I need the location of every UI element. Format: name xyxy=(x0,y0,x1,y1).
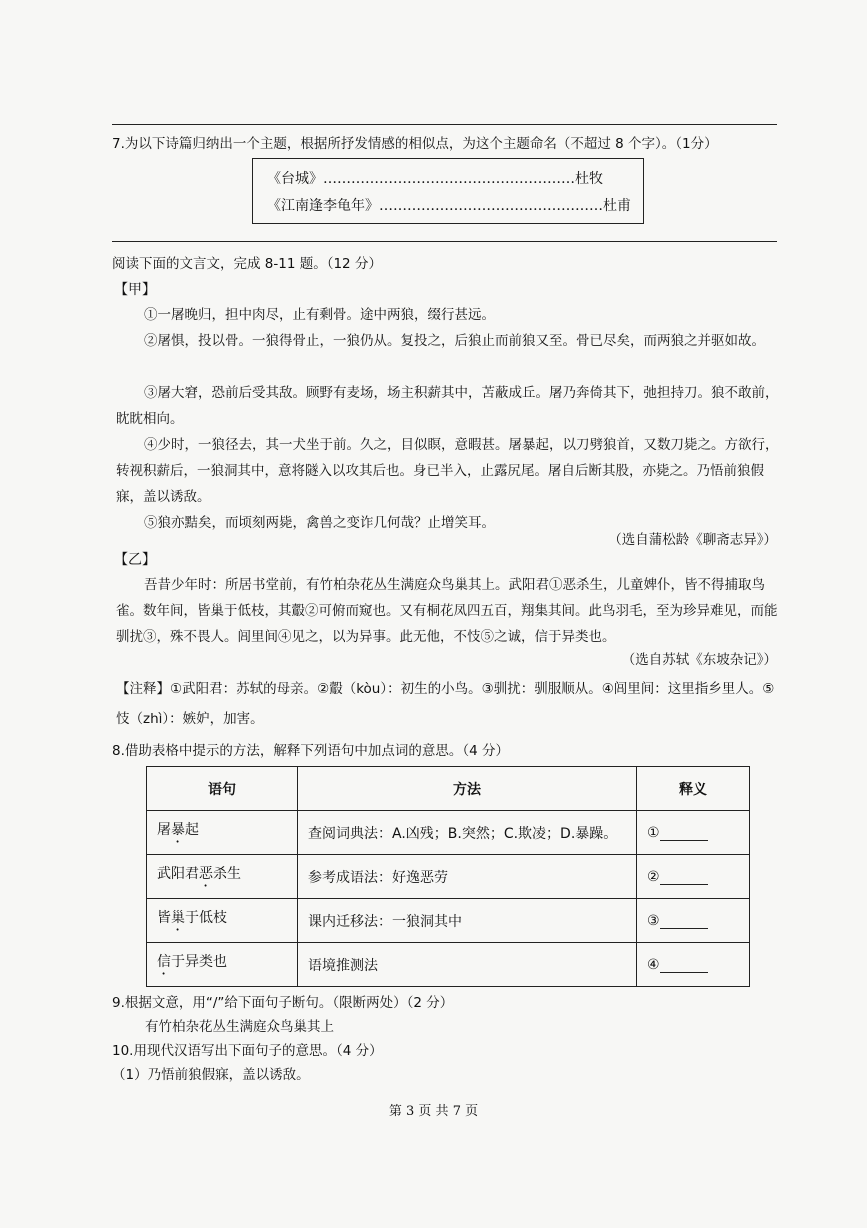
dot-leader: ………………………………………… xyxy=(379,198,603,214)
q9-sentence: 有竹柏杂花丛生满庭众鸟巢其上 xyxy=(145,1019,334,1035)
answer-cell[interactable]: ② xyxy=(637,855,750,899)
jia-label: 【甲】 xyxy=(114,282,156,298)
table-row xyxy=(147,899,750,943)
answer-blank[interactable] xyxy=(660,914,708,929)
question-9: 9.根据文意，用“/”给下面句子断句。（限断两处）（2 分） xyxy=(112,995,454,1011)
header-method: 方法 xyxy=(298,767,637,811)
poem-line-2 xyxy=(267,195,631,215)
poem-title: 《江南逢李龟年》 xyxy=(267,198,379,214)
jia-para-2: ②屠惧，投以骨。一狼得骨止，一狼仍从。复投之，后狼止而前狼又至。骨已尽矣，而两狼之并驱如故。 xyxy=(144,333,765,349)
jia-para-1: ①一屠晚归，担中肉尽，止有剩骨。途中两狼，缀行甚远。 xyxy=(144,307,495,323)
yi-label: 【乙】 xyxy=(114,552,156,568)
answer-blank[interactable] xyxy=(660,870,708,885)
dotted-word: 巢 xyxy=(171,910,185,926)
sentence-cell: 武阳君恶杀生 xyxy=(147,855,298,899)
answer-cell[interactable]: ① xyxy=(637,811,750,855)
table-row xyxy=(147,943,750,987)
page-footer: 第 3 页 共 7 页 xyxy=(388,1104,479,1119)
top-rule xyxy=(112,124,777,125)
answer-cell[interactable]: ④ xyxy=(637,943,750,987)
sentence-cell: 屠暴起 xyxy=(147,811,298,855)
yi-source: （选自苏轼《东坡杂记》） xyxy=(621,652,777,668)
table-header-row xyxy=(147,767,750,811)
method-cell: 查阅词典法：A.凶残；B.突然；C.欺凌；D.暴躁。 xyxy=(298,811,637,855)
method-cell: 参考成语法：好逸恶劳 xyxy=(298,855,637,899)
table-row xyxy=(147,855,750,899)
answer-cell[interactable]: ③ xyxy=(637,899,750,943)
poem-author: 杜甫 xyxy=(603,198,631,214)
answer-blank[interactable] xyxy=(660,958,708,973)
sentence-cell: 信于异类也 xyxy=(147,943,298,987)
jia-para-5: ⑤狼亦黠矣，而顷刻两毙，禽兽之变诈几何哉？止增笑耳。 xyxy=(144,515,495,531)
method-table xyxy=(146,766,750,987)
poem-box xyxy=(252,158,644,224)
poem-title: 《台城》 xyxy=(267,171,323,187)
method-cell: 课内迁移法：一狼洞其中 xyxy=(298,899,637,943)
sentence-cell: 皆巢于低枝 xyxy=(147,899,298,943)
jia-source: （选自蒲松龄《聊斋志异》） xyxy=(608,532,777,548)
header-meaning: 释义 xyxy=(637,767,750,811)
section-rule xyxy=(112,241,777,242)
question-8: 8.借助表格中提示的方法，解释下列语句中加点词的意思。（4 分） xyxy=(112,743,510,759)
table-row xyxy=(147,811,750,855)
poem-line-1 xyxy=(267,168,603,188)
dot-leader: ……………………………………………… xyxy=(323,171,575,187)
question-7: 7.为以下诗篇归纳出一个主题，根据所抒发情感的相似点，为这个主题命名（不超过 8 个字）。（1分） xyxy=(112,136,718,152)
question-10: 10.用现代汉语写出下面句子的意思。（4 分） xyxy=(112,1043,383,1059)
method-cell: 语境推测法 xyxy=(298,943,637,987)
jia-para-3: ③屠大窘，恐前后受其敌。顾野有麦场，场主积薪其中，苫蔽成丘。屠乃奔倚其下，弛担持刀。狼不敢前，眈眈相向。 xyxy=(116,385,779,427)
reading-intro: 阅读下面的文言文，完成 8-11 题。（12 分） xyxy=(112,256,382,272)
dotted-word: 恶 xyxy=(199,866,213,882)
notes: 【注释】①武阳君：苏轼的母亲。②鷇（kòu）：初生的小鸟。③驯扰：驯服顺从。④闾里间：这里指乡里人。⑤忮（zhì）：嫉妒，加害。 xyxy=(116,681,775,727)
jia-para-4: ④少时，一狼径去，其一犬坐于前。久之，目似瞑，意暇甚。屠暴起，以刀劈狼首，又数刀毙之。方欲行，转视积薪后，一狼洞其中，意将隧入以攻其后也。身已半入，止露尻尾。屠自后断其股，亦毙之。乃悟前狼假寐，盖以诱敌。 xyxy=(116,437,779,505)
poem-author: 杜牧 xyxy=(575,171,603,187)
dotted-word: 信 xyxy=(157,954,171,970)
dotted-word: 暴 xyxy=(171,822,185,838)
q10-item-1: （1）乃悟前狼假寐，盖以诱敌。 xyxy=(112,1067,310,1083)
header-sentence: 语句 xyxy=(147,767,298,811)
answer-blank[interactable] xyxy=(660,826,708,841)
yi-para: 吾昔少年时：所居书堂前，有竹柏杂花丛生满庭众鸟巢其上。武阳君①恶杀生，儿童婢仆，皆不得捕取鸟雀。数年间，皆巢于低枝，其鷇②可俯而窥也。又有桐花凤四五百，翔集其间。此鸟羽毛，至为珍异难见，而能驯扰③，殊不畏人。闾里间④见之，以为异事。此无他，不忮⑤之诚，信于异类也。 xyxy=(116,577,778,645)
